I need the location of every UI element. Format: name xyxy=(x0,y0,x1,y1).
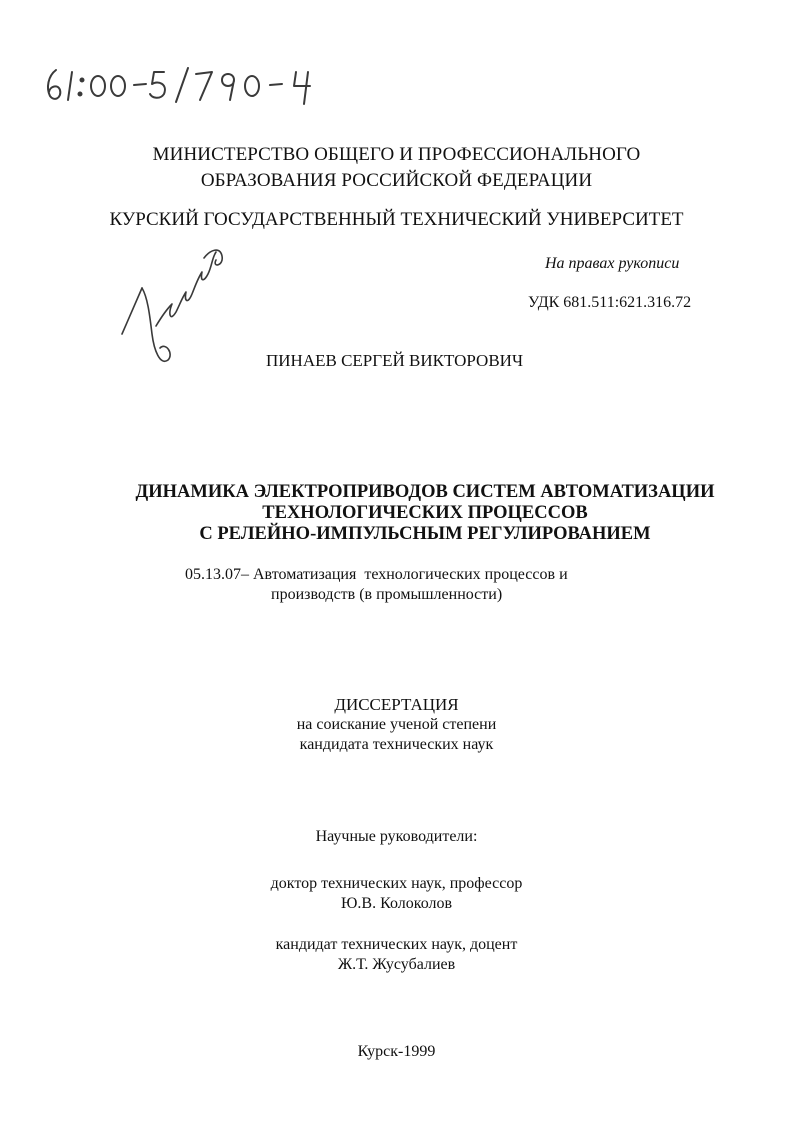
title-line-2: ТЕХНОЛОГИЧЕСКИХ ПРОЦЕССОВ xyxy=(262,503,588,523)
title-line-1: ДИНАМИКА ЭЛЕКТРОПРИВОДОВ СИСТЕМ АВТОМАТИЗАЦИИ xyxy=(135,482,715,502)
manuscript-rights: На правах рукописи xyxy=(545,255,680,272)
udk-code: УДК 681.511:621.316.72 xyxy=(528,294,692,311)
supervisor-1-degree: доктор технических наук, профессор xyxy=(270,875,523,892)
city-year: Курск-1999 xyxy=(357,1043,436,1060)
ministry-header xyxy=(0,142,793,194)
supervisor-1 xyxy=(0,874,793,914)
author-name: ПИНАЕВ СЕРГЕЙ ВИКТОРОВИЧ xyxy=(266,351,523,370)
ministry-line-2: ОБРАЗОВАНИЯ РОССИЙСКОЙ ФЕДЕРАЦИИ xyxy=(200,170,593,191)
handwritten-archive-number xyxy=(38,58,338,108)
supervisor-2-name: Ж.Т. Жусубалиев xyxy=(337,956,456,973)
dissertation-block xyxy=(0,695,793,755)
specialty-line-2: производств (в промышленности) xyxy=(271,586,503,603)
ministry-line-1: МИНИСТЕРСТВО ОБЩЕГО И ПРОФЕССИОНАЛЬНОГО xyxy=(152,144,641,165)
title-line-3: С РЕЛЕЙНО-ИМПУЛЬСНЫМ РЕГУЛИРОВАНИЕМ xyxy=(199,524,651,544)
author-signature xyxy=(112,238,232,378)
dissertation-line-2: кандидата технических наук xyxy=(299,736,494,753)
supervisor-2 xyxy=(0,935,793,975)
supervisors-heading: Научные руководители: xyxy=(315,828,478,845)
supervisor-1-name: Ю.В. Колоколов xyxy=(340,895,453,912)
specialty-line-1: 05.13.07– Автоматизация технологических процессов и xyxy=(185,566,568,583)
dissertation-line-1: на соискание ученой степени xyxy=(296,716,497,733)
specialty-code xyxy=(185,565,568,605)
supervisor-2-degree: кандидат технических наук, доцент xyxy=(275,936,518,953)
dissertation-title xyxy=(20,482,793,545)
university-name: КУРСКИЙ ГОСУДАРСТВЕННЫЙ ТЕХНИЧЕСКИЙ УНИВЕРСИТЕТ xyxy=(109,209,684,230)
dissertation-heading: ДИССЕРТАЦИЯ xyxy=(334,695,459,714)
